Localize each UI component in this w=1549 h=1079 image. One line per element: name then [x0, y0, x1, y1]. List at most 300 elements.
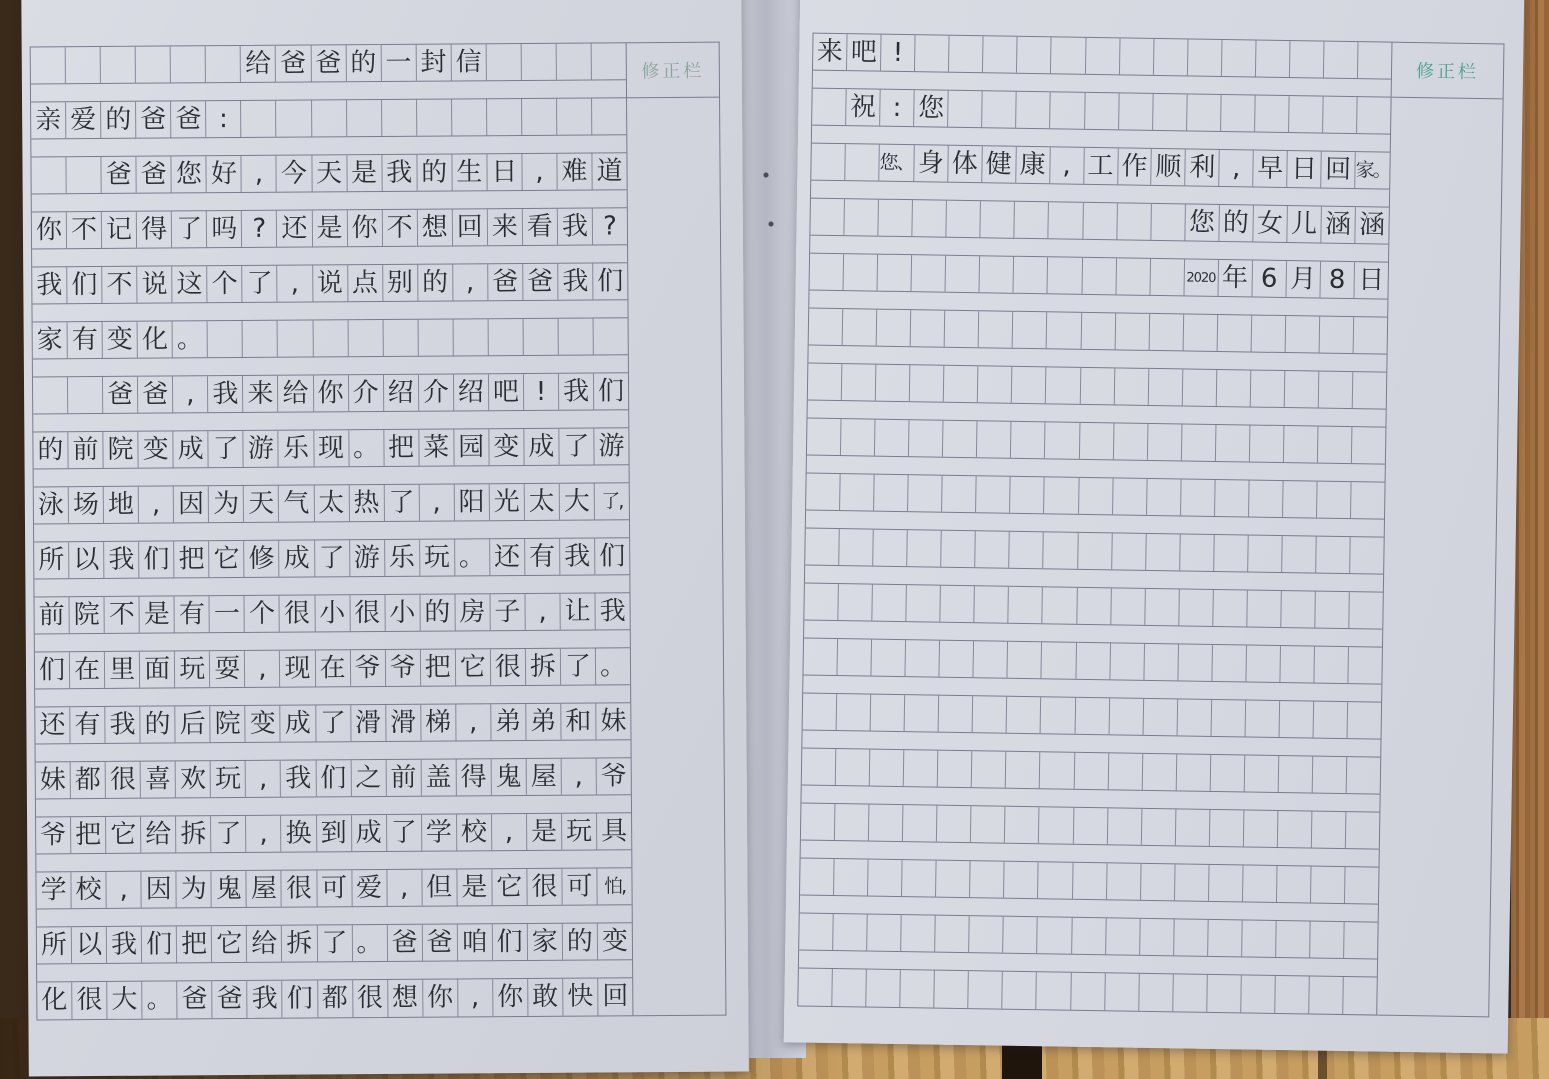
grid-cell: [1183, 314, 1218, 351]
grid-cell: [1009, 587, 1044, 624]
grid-cell: [211, 706, 246, 742]
grid-cell: [317, 925, 352, 961]
grid-cell: [1352, 427, 1386, 464]
handwritten-text: 你: [497, 982, 524, 1013]
handwritten-text: 爷: [389, 652, 416, 683]
grid-cell: [809, 309, 844, 346]
handwritten-text: ,: [432, 487, 441, 518]
grid-cell: [348, 265, 383, 301]
grid-cell: [1007, 697, 1042, 734]
grid-cell: [1178, 644, 1213, 681]
grid-cell: [381, 45, 416, 81]
handwritten-text: 我: [108, 544, 135, 575]
grid-cell: [33, 432, 68, 468]
grid-cell: [1188, 39, 1223, 76]
handwritten-text: 好: [210, 158, 237, 189]
grid-cell: [914, 145, 948, 182]
grid-cell: [563, 979, 598, 1016]
grid-cell: [845, 144, 879, 181]
grid-cell: [1048, 257, 1083, 294]
grid-cell: [212, 871, 247, 907]
handwritten-text: 难: [561, 156, 588, 187]
grid-cell: [105, 652, 140, 688]
grid-cell: [594, 428, 628, 464]
grid-cell: [907, 530, 942, 567]
grid-cell: [1015, 202, 1050, 239]
grid-cell: [421, 650, 456, 686]
grid-cell: [937, 806, 972, 843]
grid-cell: [456, 704, 491, 740]
handwritten-text: 不: [386, 212, 413, 243]
grid-cell: [1040, 752, 1075, 789]
grid-cell: [1354, 262, 1388, 299]
grid-cell: [1014, 257, 1049, 294]
handwritten-text: 不: [108, 599, 135, 630]
handwritten-text: 儿: [1290, 208, 1318, 240]
grid-row: [33, 318, 628, 359]
grid-cell: [976, 531, 1011, 568]
grid-cell: [34, 487, 69, 523]
grid-cell: [1149, 314, 1184, 351]
grid-cell: [102, 212, 137, 248]
grid-cell: [1184, 259, 1219, 296]
handwritten-text: 的: [350, 47, 377, 78]
grid-cell: [803, 639, 838, 676]
grid-cell: [1044, 477, 1079, 514]
grid-cell: [801, 803, 836, 840]
handwritten-text: 回: [1324, 154, 1352, 185]
grid-cell: [1247, 590, 1282, 627]
grid-row: [36, 868, 631, 909]
grid-cell: [1085, 93, 1120, 130]
handwritten-text: 道: [596, 155, 623, 187]
handwritten-text: 记: [105, 214, 133, 245]
grid-cell: [106, 762, 141, 798]
grid-cell: [593, 208, 627, 244]
grid-cell: [1051, 92, 1086, 129]
grid-cell: [869, 805, 904, 842]
grid-cell: [1154, 39, 1189, 76]
grid-cell: [949, 36, 984, 73]
handwritten-text: 身: [917, 147, 945, 179]
grid-cell: [1355, 152, 1390, 189]
grid-cell: [910, 365, 945, 402]
grid-cell: [983, 36, 1018, 73]
handwritten-text: 你: [351, 212, 378, 243]
handwritten-text: 们: [496, 926, 523, 957]
grid-cell: [1280, 646, 1315, 683]
handwritten-text: ?: [602, 210, 617, 241]
grid-cell: [1047, 312, 1082, 349]
grid-cell: [948, 146, 982, 183]
grid-cell: [1186, 149, 1220, 186]
handwritten-text: 前: [390, 762, 417, 793]
grid-cell: [206, 46, 241, 82]
handwritten-text: 们: [286, 983, 313, 1014]
handwritten-text: 我: [285, 763, 312, 794]
handwritten-text: 鬼: [215, 873, 242, 904]
grid-cell: [1039, 807, 1074, 844]
handwritten-text: 成: [284, 708, 311, 739]
handwritten-text: 女: [1256, 208, 1284, 239]
grid-cell: [598, 923, 632, 959]
grid-cell: [1249, 480, 1284, 517]
handwritten-text: ,: [470, 982, 480, 1013]
handwritten-text: 爸: [315, 47, 342, 78]
handwritten-text: 。: [146, 984, 173, 1015]
grid-cell: [1113, 478, 1148, 515]
handwritten-text: ,: [468, 706, 478, 737]
grid-cell: [142, 871, 177, 907]
handwritten-text: 爷: [600, 760, 627, 791]
handwritten-text: 地: [107, 489, 135, 520]
grid-cell: [352, 925, 387, 961]
handwritten-text: ,: [119, 874, 128, 905]
grid-cell: [592, 98, 626, 134]
grid-cell: [107, 927, 142, 963]
grid-cell: [836, 749, 871, 786]
grid-cell: [1143, 699, 1178, 736]
grid-cell: [1175, 864, 1210, 901]
handwritten-text: 给: [251, 928, 278, 959]
grid-cell: [487, 154, 522, 190]
grid-cell: [1081, 313, 1116, 350]
grid-cell: [843, 309, 878, 346]
grid-cell: [874, 475, 909, 512]
handwritten-text: 它: [459, 651, 486, 682]
grid-cell: [282, 925, 317, 961]
grid-cell: [1042, 642, 1077, 679]
handwritten-text: 了: [176, 213, 203, 244]
grid-cell: [834, 859, 869, 896]
grid-cell: [1323, 97, 1358, 134]
grid-cell: [456, 759, 491, 795]
grid-cell: [316, 705, 351, 741]
grid-cell: [596, 703, 630, 739]
grid-cell: [1255, 96, 1290, 133]
grid-cell: [839, 529, 874, 566]
grid-cell: [1145, 589, 1180, 626]
handwritten-text: 变: [106, 324, 133, 355]
handwritten-text: 们: [146, 928, 173, 960]
handwritten-text: 了: [563, 431, 590, 462]
grid-cell: [1038, 917, 1073, 954]
grid-cell: [912, 255, 947, 292]
grid-cell: [101, 47, 136, 83]
handwritten-text: 的: [37, 434, 64, 465]
handwritten-text: 滑: [354, 707, 382, 738]
grid-cell: [562, 814, 597, 850]
handwritten-text: 大: [111, 984, 138, 1015]
handwritten-text: 把: [181, 928, 208, 959]
grid-cell: [867, 915, 902, 952]
grid-cell: [1210, 755, 1245, 792]
grid-cell: [595, 538, 629, 574]
grid-cell: [313, 320, 348, 356]
grid-cell: [103, 432, 138, 468]
grid-cell: [597, 813, 631, 849]
grid-cell: [1285, 371, 1320, 408]
grid-cell: [107, 872, 142, 908]
grid-cell: [71, 872, 106, 908]
grid-cell: [37, 982, 72, 1019]
handwritten-text: 们: [71, 269, 98, 300]
grid-cell: [527, 869, 562, 905]
handwritten-text: 鬼: [495, 761, 522, 792]
grid-cell: [314, 430, 349, 466]
grid-cell: [939, 696, 974, 733]
grid-cell: [455, 539, 490, 575]
handwritten-text: 来: [491, 211, 518, 242]
handwritten-text: 具: [601, 815, 628, 846]
grid-cell: [351, 760, 386, 796]
grid-cell: [523, 209, 558, 245]
grid-cell: [1251, 371, 1286, 408]
handwritten-text: 介: [422, 377, 449, 408]
grid-cell: [1216, 425, 1251, 462]
grid-cell: [1285, 316, 1320, 353]
grid-cell: [522, 99, 557, 135]
grid-cell: [281, 705, 316, 741]
grid-cell: [175, 651, 210, 687]
handwritten-text: 欢: [179, 763, 207, 794]
grid-cell: [36, 817, 71, 853]
grid-cell: [422, 815, 457, 851]
handwritten-text: 信: [455, 46, 482, 77]
handwritten-text: 到: [320, 817, 347, 848]
handwritten-text: 让: [564, 596, 591, 627]
grid-cell: [173, 376, 208, 412]
handwritten-text: 以: [75, 929, 103, 960]
handwritten-text: 因: [145, 873, 172, 905]
grid-cell: [457, 869, 492, 905]
grid-cell: [562, 869, 597, 905]
handwritten-text: 园: [458, 431, 485, 462]
grid-cell: [525, 539, 560, 575]
handwritten-text: 太: [318, 487, 345, 518]
grid-cell: [1355, 207, 1389, 244]
grid-cell: [451, 44, 486, 80]
grid-cell: [560, 484, 595, 520]
handwritten-text: ,: [538, 596, 547, 627]
grid-cell: [419, 430, 454, 466]
grid-cell: [458, 979, 493, 1016]
handwritten-text: 爸: [105, 159, 132, 190]
grid-cell: [1185, 204, 1220, 241]
grid-cell: [1111, 588, 1146, 625]
grid-cell: [833, 914, 868, 951]
handwritten-text: 屋: [530, 761, 557, 792]
grid-cell: [1144, 644, 1179, 681]
grid-cell: [972, 751, 1007, 788]
handwritten-text: 游: [247, 433, 274, 464]
handwritten-text: 爸: [107, 379, 134, 410]
handwritten-text: !: [892, 37, 904, 68]
grid-cell: [1348, 647, 1382, 684]
grid-cell: [524, 374, 559, 410]
handwritten-text: 在: [73, 654, 101, 685]
handwritten-text: 它: [216, 928, 243, 959]
grid-cell: [1324, 42, 1359, 79]
grid-cell: [1277, 866, 1312, 903]
grid-cell: [1276, 921, 1311, 958]
grid-row: [34, 483, 629, 524]
grid-cell: [981, 201, 1016, 238]
grid-cell: [142, 926, 177, 962]
grid-cell: [139, 486, 174, 522]
grid-cell: [982, 91, 1017, 128]
grid-cell: [246, 706, 281, 742]
grid-cell: [36, 872, 71, 908]
grid-cell: [66, 102, 101, 138]
handwritten-text: 盖: [425, 762, 452, 793]
handwritten-text: 封: [420, 47, 447, 78]
grid-cell: [385, 595, 420, 631]
grid-cell: [596, 648, 630, 684]
grid-cell: [598, 978, 632, 1015]
grid-cell: [1283, 481, 1318, 518]
grid-cell: [34, 542, 69, 578]
grid-cell: [1181, 479, 1216, 516]
grid-cell: [1051, 37, 1086, 74]
handwritten-text: 家。: [1355, 158, 1390, 182]
grid-cell: [488, 319, 523, 355]
grid-cell: [1287, 206, 1322, 243]
handwritten-text: 您: [175, 158, 202, 189]
grid-cell: [1275, 976, 1310, 1014]
handwritten-text: 滑: [389, 707, 417, 738]
grid-cell: [1006, 752, 1041, 789]
grid-cell: [1217, 315, 1252, 352]
handwritten-text: ,: [290, 268, 300, 299]
grid-cell: [488, 264, 523, 300]
grid-cell: [906, 640, 941, 677]
right-page-sheet: [797, 33, 1504, 1018]
grid-cell: [1279, 756, 1314, 793]
grid-cell: [281, 815, 316, 851]
grid-cell: [458, 924, 493, 960]
handwritten-text: 学: [40, 874, 67, 905]
grid-cell: [313, 375, 348, 411]
grid-cell: [971, 806, 1006, 843]
grid-cell: [453, 264, 488, 300]
grid-cell: [1248, 535, 1283, 572]
grid-cell: [421, 705, 456, 741]
handwritten-text: 爸: [175, 103, 202, 134]
grid-cell: [1354, 317, 1388, 354]
grid-cell: [66, 157, 101, 193]
grid-cell: [353, 980, 388, 1017]
grid-cell: [1241, 975, 1276, 1013]
handwritten-text: 别: [386, 267, 414, 298]
grid-cell: [1105, 973, 1140, 1011]
handwritten-text: 一: [213, 598, 241, 629]
handwritten-text: 修: [248, 543, 275, 574]
grid-cell: [176, 706, 211, 742]
handwritten-text: 爸: [280, 48, 307, 79]
grid-cell: [1215, 480, 1250, 517]
grid-cell: [1120, 38, 1155, 75]
grid-cell: [561, 649, 596, 685]
grid-cell: [1013, 312, 1048, 349]
handwritten-text: 的: [421, 157, 448, 188]
grid-cell: [383, 320, 418, 356]
grid-cell: [1152, 149, 1186, 186]
grid-cell: [66, 47, 101, 83]
handwritten-text: 热: [353, 487, 380, 518]
grid-cell: [1072, 863, 1107, 900]
grid-cell: [1253, 151, 1287, 188]
handwritten-text: 之: [355, 762, 382, 793]
handwritten-text: 年: [1221, 262, 1249, 293]
grid-cell: [941, 586, 976, 623]
grid-cell: [102, 267, 137, 303]
grid-cell: [136, 46, 171, 82]
grid-cell: [1113, 423, 1148, 460]
handwritten-text: 爸: [492, 266, 519, 297]
handwritten-text: 化: [41, 985, 68, 1016]
grid-cell: [315, 650, 350, 686]
grid-cell: [208, 266, 243, 302]
grid-cell: [979, 311, 1014, 348]
grid-cell: [913, 200, 948, 237]
grid-cell: [595, 483, 629, 519]
grid-cell: [1174, 919, 1209, 956]
handwritten-text: 天: [315, 157, 343, 188]
grid-cell: [245, 596, 280, 632]
grid-cell: [842, 364, 877, 401]
handwritten-text: 很: [109, 764, 137, 795]
grid: [797, 33, 1392, 1016]
grid-cell: [813, 34, 848, 71]
grid-cell: [945, 311, 980, 348]
handwritten-text: ?: [252, 213, 267, 244]
handwritten-text: 不: [70, 214, 98, 245]
grid-cell: [245, 651, 280, 687]
handwritten-text: 来: [247, 378, 274, 409]
grid-cell: [277, 210, 312, 246]
handwritten-text: ,: [504, 816, 514, 847]
handwritten-text: 你: [317, 377, 344, 408]
grid-cell: [171, 46, 206, 82]
grid-cell: [35, 652, 70, 688]
handwritten-text: 的: [1222, 207, 1250, 238]
grid-cell: [1221, 95, 1256, 132]
grid-cell: [844, 199, 879, 236]
grid-cell: [387, 925, 422, 961]
grid-cell: [1107, 808, 1142, 845]
grid-cell: [1080, 368, 1115, 405]
grid-cell: [283, 980, 318, 1017]
grid-cell: [211, 816, 246, 852]
grid-cell: [1287, 151, 1321, 188]
grid-cell: [905, 695, 940, 732]
grid-cell: [978, 366, 1013, 403]
grid-cell: [140, 706, 175, 742]
grid-cell: [1179, 589, 1214, 626]
handwritten-text: 它: [213, 543, 240, 574]
grid-cell: [31, 47, 66, 83]
handwritten-text: 我: [212, 378, 239, 409]
handwritten-text: 涵: [1358, 209, 1386, 241]
grid-cell: [312, 210, 347, 246]
handwritten-text: 您: [1188, 207, 1216, 238]
grid-cell: [975, 586, 1010, 623]
grid-cell: [908, 475, 943, 512]
handwritten-text: 爸: [181, 984, 208, 1015]
grid-cell: [808, 364, 843, 401]
handwritten-text: ,: [1062, 150, 1071, 181]
